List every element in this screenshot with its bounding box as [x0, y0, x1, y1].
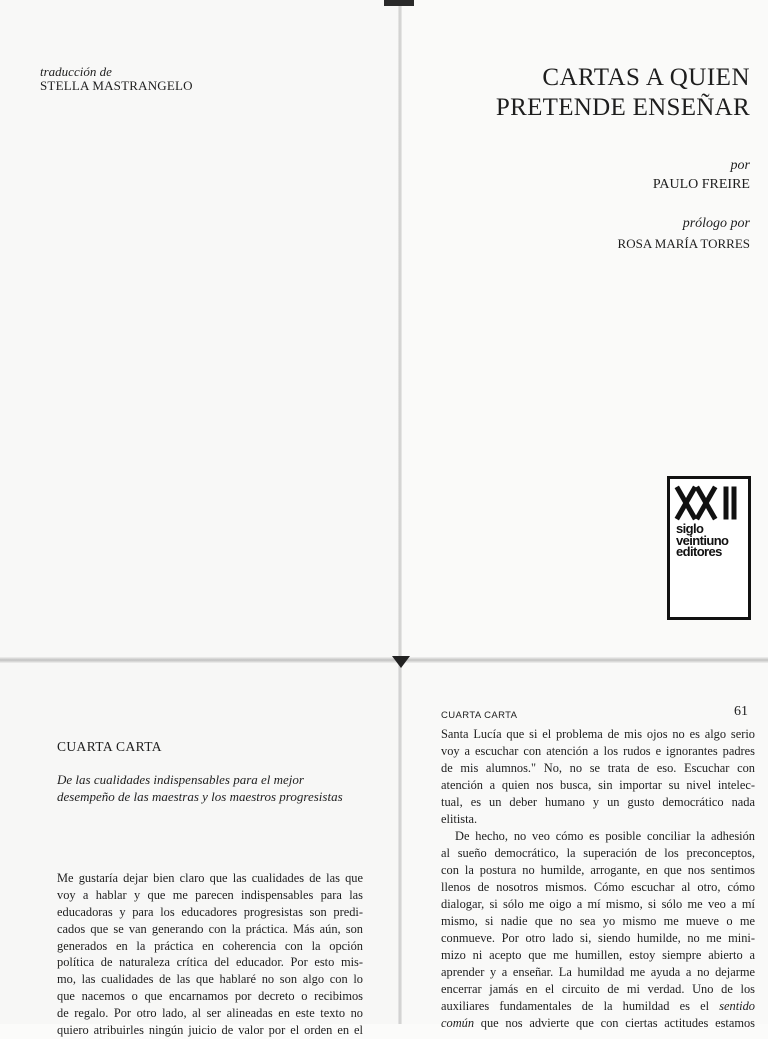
prologue-author: ROSA MARÍA TORRES [617, 236, 750, 251]
italic-phrase: común [441, 1016, 475, 1030]
body-line: Santa Lucía que si el problema de mis ojos no es algo serio [441, 727, 755, 741]
gutter-horizontal [0, 657, 768, 663]
body-line: Me gustaría dejar bien claro que las cualidades de las que [57, 871, 363, 885]
body-line: que nacemos o que encarnamos por decreto o recibimos [57, 989, 363, 1004]
chapter-title: CUARTA CARTA [57, 739, 162, 754]
body-line: de mis alumnos." No, no se trata de eso. Escuchar con [441, 761, 755, 775]
body-line: elitista. [441, 812, 478, 826]
book-title-line-2: PRETENDE ENSEÑAR [495, 94, 750, 121]
page-top-right [400, 0, 768, 660]
body-line: voy a hablar y que me parecen indispensables para las [57, 887, 363, 902]
body-line: al sueño democrático, la superación de los preconceptos, [441, 846, 755, 860]
body-line: encerrar jamás en el circuito de mi verdad. Uno de los [441, 982, 755, 996]
body-line: voy a escuchar con atención a los rudos e ignorantes padres [441, 744, 755, 758]
publisher-logo [667, 476, 751, 620]
body-line: mo, las cualidades de las que hablaré no son algo con lo [57, 972, 363, 987]
italic-phrase: sentido [719, 999, 755, 1013]
body-text-left [57, 870, 363, 1039]
body-text-right [441, 726, 755, 1032]
body-line: atención a quien nos busca, sin importar su nivel intelec- [441, 778, 755, 792]
body-line: conmueve. Por otro lado si, siendo humilde, no me mini- [441, 931, 755, 945]
gutter-vertical [398, 0, 402, 1024]
body-line [441, 1015, 755, 1032]
running-head: CUARTA CARTA [441, 710, 518, 721]
body-line: mismo, si nadie que no sea yo mismo me mueve o me [441, 914, 755, 928]
body-line: llenos de nosotros mismos. Cómo escuchar al otro, cómo [441, 880, 755, 894]
siglo-xxi-logo-icon [674, 483, 744, 523]
body-line: auxiliares fundamentales de la humildad es el sentido [441, 999, 755, 1013]
body-line: educadoras y para los educadores progresistas son predi- [57, 904, 363, 919]
body-line: mizo ni acepto que me humillen, estoy siempre abierto a [441, 948, 755, 962]
body-line: con la postura no humilde, arrogante, en que nos sentimos [441, 863, 755, 877]
page-number: 61 [734, 704, 748, 719]
page-bottom-left [0, 660, 400, 1038]
body-line: de regalo. Por otro lado, al ser alineadas en este texto no [57, 1006, 363, 1021]
author-name: PAULO FREIRE [652, 177, 750, 192]
by-label: por [730, 158, 750, 173]
book-title-line-1: CARTAS A QUIEN [542, 64, 750, 91]
body-line: política de naturaleza crítica del educador. Por esto mis- [57, 955, 363, 970]
page-bottom-right [400, 660, 768, 1030]
chapter-subtitle-line-2: desempeño de las maestras y los maestros progresistas [57, 789, 343, 804]
body-line: cados que se van generando con la práctica. Más aún, son [57, 921, 363, 936]
publisher-logo-text: siglo veintiuno editores [676, 521, 729, 559]
body-line: dialogar, si sólo me oigo a mí mismo, si sólo me veo a mí [441, 897, 755, 911]
binding-mark-top [384, 0, 414, 6]
body-line: aprender y a enseñar. La humildad me ayuda a no dejarme [441, 965, 755, 979]
body-line: generados en la práctica en coherencia con la opción [57, 938, 363, 953]
page-top-left [0, 0, 400, 660]
translator-label: traducción de [40, 64, 112, 79]
prologue-label: prólogo por [682, 216, 750, 231]
body-line: tual, es un deber humano y un gusto democrático nada [441, 795, 755, 809]
translator-name: STELLA MASTRANGELO [40, 78, 193, 93]
body-line-rest: que nos advierte que con ciertas actitudes estamos [474, 1016, 755, 1030]
body-line: De hecho, no veo cómo es posible conciliar la adhesión [455, 829, 755, 843]
body-line: quiero atribuirles ningún juicio de valor por el orden en el [57, 1023, 363, 1038]
chapter-subtitle-line-1: De las cualidades indispensables para el mejor [57, 772, 304, 787]
